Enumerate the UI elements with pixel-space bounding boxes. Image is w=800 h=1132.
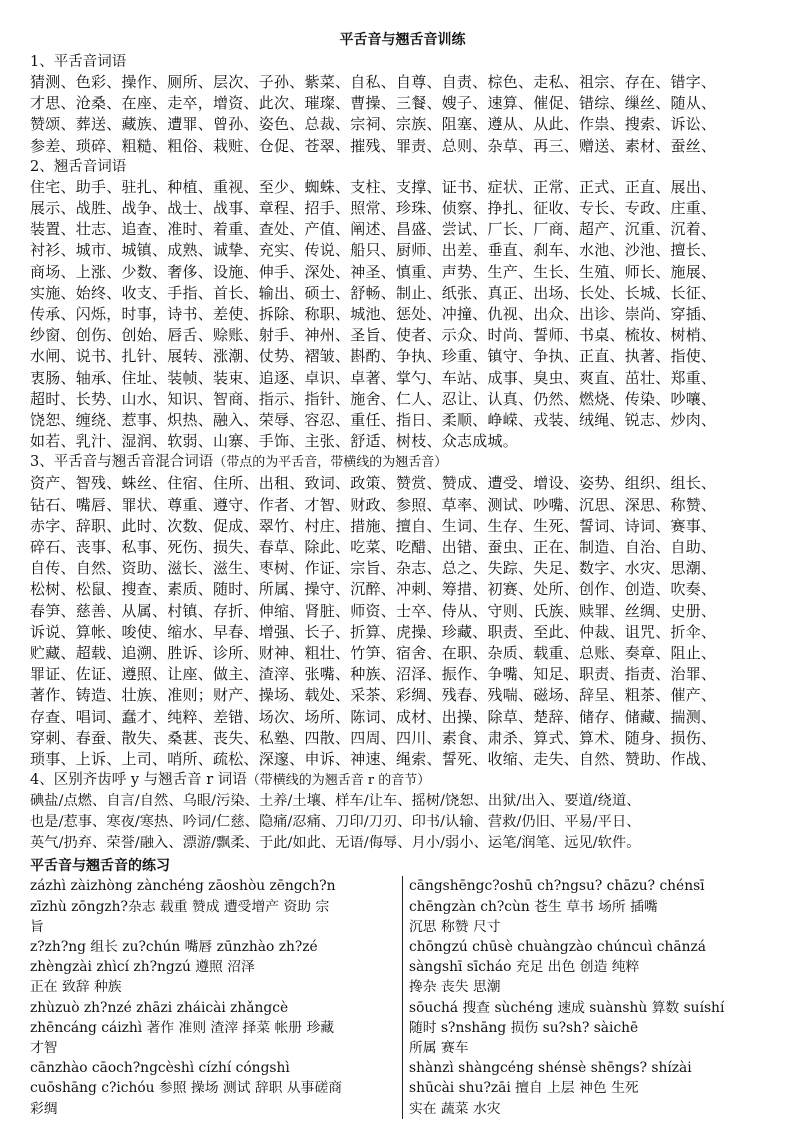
word-line: 穿刺、春蚕、散失、桑葚、丧失、私塾、四散、四周、四川、素食、肃杀、算式、算术、随身、损伤、	[30, 728, 717, 747]
section-heading: 1、平舌音词语	[30, 54, 127, 70]
word-line: 著作、铸造、壮族、准则；财产、操场、载处、采茶、彩绸、残春、残喘、磁场、辞呈、粗茶、催产、	[30, 686, 717, 705]
word-line: 住宅、助手、驻扎、种植、重视、至少、蜘蛛、支柱、支撑、证书、症状、正常、正式、正直、展出、	[30, 177, 717, 196]
page-title: 平舌音与翘舌音训练	[339, 32, 466, 48]
word-line: 春笋、慈善、从属、村镇、存折、伸缩、肾脏、师资、士卒、侍从、守则、氏族、赎罪、丝绸、史册、	[30, 601, 717, 620]
pinyin-line: 才智	[30, 1039, 58, 1056]
word-pair-line: 英气/扔弃、荣誉/融入、漂游/飘柔、于此/如此、无语/侮辱、月小/弱小、运笔/润笔、远见/软件。	[30, 835, 641, 852]
word-line: 赤字、辞职、此时、次数、促成、翠竹、村庄、措施、擅自、生词、生存、生死、誓词、诗词、赛事、	[30, 516, 717, 535]
word-line: 展示、战胜、战争、战士、战事、章程、招手、照常、珍珠、侦察、挣扎、征收、专长、专政、庄重、	[30, 199, 717, 218]
word-line: 诉说、算帐、唆使、缩水、早春、增强、长子、折算、虎操、珍藏、职责、至此、仲裁、诅咒、折伞、	[30, 622, 717, 641]
pinyin-line: sōuchá 搜查 sùchéng 速成 suànshù 算数 suíshí	[409, 999, 725, 1016]
pinyin-line: 沉思 称赞 尺寸	[409, 918, 501, 935]
section-heading-text: 3、平舌音与翘舌音混合词语	[30, 454, 214, 471]
practice-left-column	[30, 876, 402, 1118]
word-line: 实施、始终、收支、手指、首长、输出、硕士、舒畅、制止、纸张、真正、出场、长处、长城、长征、	[30, 283, 717, 302]
word-line: 纱窗、创伤、创始、唇舌、赊账、射手、神州、圣旨、使者、示众、时尚、誓师、书桌、梳妆、树梢、	[30, 326, 717, 345]
word-line: 罪证、佐证、遵照、让座、做主、渣滓、张嘴、种族、沼泽、振作、争嘴、知足、职责、指责、治罪、	[30, 665, 717, 684]
pinyin-line: 搀杂 丧失 思潮	[409, 979, 501, 996]
pinyin-line: shūcài shu?zāi 擅自 上层 神色 生死	[409, 1080, 639, 1097]
document-page	[30, 30, 775, 1119]
word-line: 碎石、丧事、私事、死伤、损失、春草、除此、吃菜、吃醋、出错、蚕虫、正在、制造、自治、自助、	[30, 538, 717, 557]
word-line: 自传、自然、资助、滋长、滋生、枣树、作证、宗旨、杂志、总之、失踪、失足、数字、水灾、思潮、	[30, 559, 717, 578]
pinyin-line: chōngzú chūsè chuàngzào chúncuì chānzá	[409, 938, 706, 955]
word-line: 存查、唱词、蠢才、纯粹、差错、场次、场所、陈词、成材、出操、除草、楚辞、储存、储藏、揣测、	[30, 707, 717, 726]
word-line: 参差、琐碎、粗糙、粗俗、栽赃、仓促、苍翠、摧残、罪责、总则、杂草、再三、赠送、素材、蚕丝、	[30, 136, 717, 155]
pinyin-line: cānzhào cāoch?ngcèshì cízhí cóngshì	[30, 1060, 290, 1077]
section-1	[30, 52, 775, 157]
pinyin-line: zázhì zàizhòng zànchéng zāoshòu zēngch?n	[30, 878, 336, 895]
word-line: 超时、长势、山水、知识、智商、指示、指针、施舍、仁人、忍让、认真、仍然、燃烧、传染、吵嚷、	[30, 389, 717, 408]
word-line: 水闸、说书、扎针、展转、涨潮、仗势、褶皱、斟酌、争执、珍重、镇守、争执、正直、执著、指使、	[30, 347, 717, 366]
pinyin-line: z?zh?ng 组长 zu?chún 嘴唇 zūnzhào zh?zé	[30, 938, 318, 955]
word-line: 猜测、色彩、操作、厕所、层次、子孙、紫菜、自私、自尊、自责、棕色、走私、祖宗、存在、错字、	[30, 73, 717, 91]
word-line: 衷肠、轴承、住址、装帧、装束、追逐、卓识、卓著、掌勺、车站、成事、臭虫、爽直、茁壮、郑重、	[30, 368, 717, 387]
word-pair-line: 也是/惹事、寒夜/寒热、吟词/仁慈、隐痛/忍痛、刀印/刀刃、印书/认输、营救/仍旧、平易/平日、	[30, 814, 641, 831]
pinyin-line: cāngshēngc?oshū ch?ngsu? chāzu? chénsī	[409, 878, 705, 895]
pinyin-line: sàngshī sīcháo 充足 出色 创造 纯粹	[409, 959, 640, 976]
word-line: 装置、壮志、追查、准时、着重、查处、产值、阐述、昌盛、尝试、厂长、厂商、超产、沉重、沉着、	[30, 220, 717, 239]
pinyin-line: 随时 s?nshāng 损伤 su?sh? sàichē	[409, 1019, 639, 1036]
section-note: （带点的为平舌音，带横线的为翘舌音）	[213, 455, 448, 471]
word-pair-line: 碘盐/点燃、自言/自然、乌眼/污染、土养/土壤、样车/让车、摇树/饶恕、出狱/出入、要道/绕道、	[30, 793, 641, 810]
word-line: 钻石、嘴唇、罪状、尊重、遵守、作者、才智、财政、参照、草率、测试、吵嘴、沉思、深思、称赞、	[30, 495, 717, 514]
word-line: 如若、乳汁、湿润、软弱、山寨、手饰、主张、舒适、树枝、众志成城。	[30, 432, 519, 451]
section-3	[30, 452, 775, 770]
pinyin-line: zīzhù zōngzh?杂志 载重 赞成 遭受增产 资助 宗	[30, 898, 330, 915]
pinyin-line: shànzì shàngcéng shénsè shēngs? shízài	[409, 1060, 692, 1077]
word-line: 资产、智残、蛛丝、住宿、住所、出租、致词、政策、赞赏、赞成、遭受、增设、姿势、组织、组长、	[30, 474, 717, 493]
pinyin-line: 实在 蔬菜 水灾	[409, 1100, 501, 1117]
word-line: 松树、松鼠、搜查、素质、随时、所属、操守、沉醉、冲刺、筹措、初赛、处所、创作、创造、吹奏、	[30, 580, 717, 599]
word-line: 赞颂、葬送、藏族、遭罪、曾孙、姿色、总裁、宗祠、宗族、阻塞、遵从、从此、作祟、搜索、诉讼、	[30, 115, 717, 134]
section-heading	[30, 452, 775, 473]
word-line: 传承、闪烁，时事，诗书、差使、拆除、称职、城池、惩处、冲撞、仇视、出众、出诊、崇尚、穿插、	[30, 305, 717, 324]
pinyin-line: 所属 赛车	[409, 1039, 469, 1056]
pinyin-line: cuōshāng c?ichóu 参照 操场 测试 辞职 从事磋商	[30, 1080, 343, 1097]
word-line: 琐事、上诉、上司、哨所、疏松、深邃、申诉、神速、绳索、誓死、收缩、走失、自然、赞助、作战、	[30, 750, 717, 769]
word-line: 贮藏、超载、追溯、胜诉、诊所、财神、粗壮、竹笋、宿舍、在职、杂质、载重、总账、奏章、阻止、	[30, 644, 717, 663]
practice-title: 平舌音与翘舌音的练习	[30, 858, 170, 875]
pinyin-line: 旨	[30, 918, 44, 935]
section-heading: 2、翘舌音词语	[30, 158, 127, 175]
pinyin-line: chēngzàn ch?cùn 苍生 草书 场所 插嘴	[409, 898, 658, 915]
section-note: （带横线的为翘舌音 r 的音节）	[246, 773, 431, 789]
pinyin-line: zhùzuò zh?nzé zhāzi zháicài zhǎngcè	[30, 999, 289, 1016]
section-4	[30, 770, 775, 854]
pinyin-line: 正在 致辞 种族	[30, 979, 122, 996]
pinyin-line: zhēncáng cáizhì 著作 准则 渣滓 择菜 帐册 珍藏	[30, 1019, 335, 1036]
practice-right-column	[402, 876, 774, 1118]
pinyin-line: zhèngzài zhìcí zh?ngzú 遵照 沼泽	[30, 959, 255, 976]
practice-columns	[30, 876, 775, 1118]
pinyin-line: 彩绸	[30, 1100, 58, 1117]
word-line: 衬衫、城市、城镇、成熟、诚挚、充实、传说、船只、厨师、出差、垂直、刹车、水池、沙池、擅长、	[30, 241, 717, 260]
word-line: 才思、沧桑、在座、走卒，增资、此次、璀璨、曹操、三餐、嫂子、速算、催促、错综、缫丝、随从、	[30, 94, 717, 113]
word-line: 饶恕、缠绕、惹事、炽热、融入、荣辱、容忍、重任、指日、柔顺、峥嵘、戎装、绒绳、锐志、炒肉、	[30, 411, 717, 430]
section-2	[30, 157, 775, 453]
word-line: 商场、上涨、少数、奢侈、设施、伸手、深处、神圣、慎重、声势、生产、生长、生殖、师长、施展、	[30, 262, 717, 281]
section-heading-text: 4、区别齐齿呼 y 与翘舌音 r 词语	[30, 772, 247, 789]
section-heading	[30, 770, 775, 791]
